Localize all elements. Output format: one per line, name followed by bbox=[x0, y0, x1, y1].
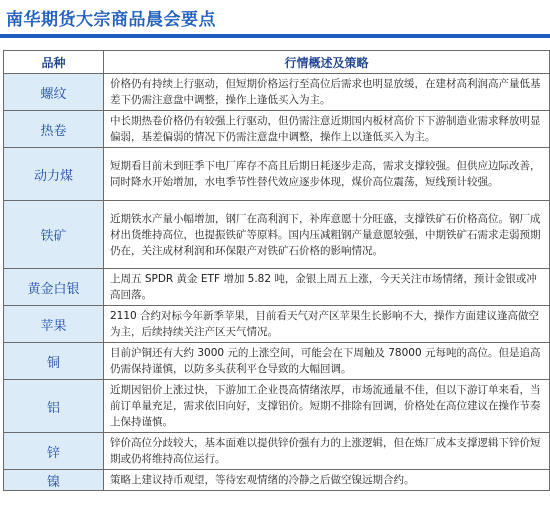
table-row bbox=[4, 470, 550, 491]
commodity-name: 黄金白银 bbox=[4, 269, 104, 306]
header-summary: 行情概述及策略 bbox=[104, 51, 550, 74]
commodity-summary: 目前沪铜还有大约 3000 元的上涨空间，可能会在下周触及 78000 元每吨的高位。但是追高仍需保持谨慎，以防多头获利平仓导致的大幅回调。 bbox=[104, 343, 550, 380]
commodity-summary: 上周五 SPDR 黄金 ETF 增加 5.82 吨，金银上周五上涨，今天关注市场情绪，预计金银或冲高回落。 bbox=[104, 269, 550, 306]
table-row bbox=[4, 306, 550, 343]
table-row bbox=[4, 201, 550, 269]
commodity-name: 铜 bbox=[4, 343, 104, 380]
title-bar bbox=[0, 0, 550, 38]
commodity-summary: 中长期热卷价格仍有较强上行驱动，但仍需注意近期国内板材高价下下游制造业需求释放明显偏弱，基差偏弱的情况下仍需注意盘中调整，操作上以逢低买入为主。 bbox=[104, 111, 550, 148]
commodity-summary: 短期看目前未到旺季下电厂库存不高且后期日耗逐步走高，需求支撑较强。但供应边际改善，同时降水开始增加，水电季节性替代效应逐步体现，煤价高位震荡，短线预计较强。 bbox=[104, 148, 550, 201]
table-row bbox=[4, 433, 550, 470]
commodity-name: 铝 bbox=[4, 380, 104, 433]
commodity-name: 镍 bbox=[4, 470, 104, 491]
table-row bbox=[4, 343, 550, 380]
header-commodity: 品种 bbox=[4, 51, 104, 74]
commodity-summary: 近期铁水产量小幅增加，钢厂在高利润下，补库意愿十分旺盛，支撑铁矿石价格高位。钢厂成材出货维持高位，也提振铁矿等原料。国内压减粗钢产量意愿较强，中期铁矿石需求走弱预期仍在，关注成材利润和环保限产对铁矿石价格的影响情况。 bbox=[104, 201, 550, 269]
commodity-name: 热卷 bbox=[4, 111, 104, 148]
table-row bbox=[4, 111, 550, 148]
commodity-summary: 2110 合约对标今年新季苹果，目前看天气对产区苹果生长影响不大，操作方面建议逢高做空为主，后续持续关注产区天气情况。 bbox=[104, 306, 550, 343]
commodity-name: 锌 bbox=[4, 433, 104, 470]
commodity-name: 苹果 bbox=[4, 306, 104, 343]
table-row bbox=[4, 148, 550, 201]
commodity-summary: 近期因铝价上涨过快，下游加工企业畏高情绪浓厚，市场流通量不佳，但以下游订单来看，当前订单量充足，需求依旧向好，支撑铝价。短期不排除有回调，价格处在高位建议在操作节奏上保持谨慎。 bbox=[104, 380, 550, 433]
commodity-table bbox=[3, 50, 550, 491]
commodity-name: 螺纹 bbox=[4, 74, 104, 111]
commodity-summary: 策略上建议持币观望，等待宏观情绪的冷静之后做空镍远期合约。 bbox=[104, 470, 550, 491]
table-row bbox=[4, 380, 550, 433]
commodity-summary: 价格仍有持续上行驱动，但短期价格运行至高位后需求也明显放缓，在建材高利润高产量低基差下仍需注意盘中调整，操作上逢低买入为主。 bbox=[104, 74, 550, 111]
table-row bbox=[4, 74, 550, 111]
commodity-summary: 锌价高位分歧较大，基本面难以提供锌价强有力的上涨逻辑，但在炼厂成本支撑逻辑下锌价短期或仍将维持高位运行。 bbox=[104, 433, 550, 470]
table-row bbox=[4, 269, 550, 306]
page-title: 南华期货大宗商品晨会要点 bbox=[6, 9, 216, 30]
commodity-name: 动力煤 bbox=[4, 148, 104, 201]
commodity-name: 铁矿 bbox=[4, 201, 104, 269]
table-header-row bbox=[4, 51, 550, 74]
